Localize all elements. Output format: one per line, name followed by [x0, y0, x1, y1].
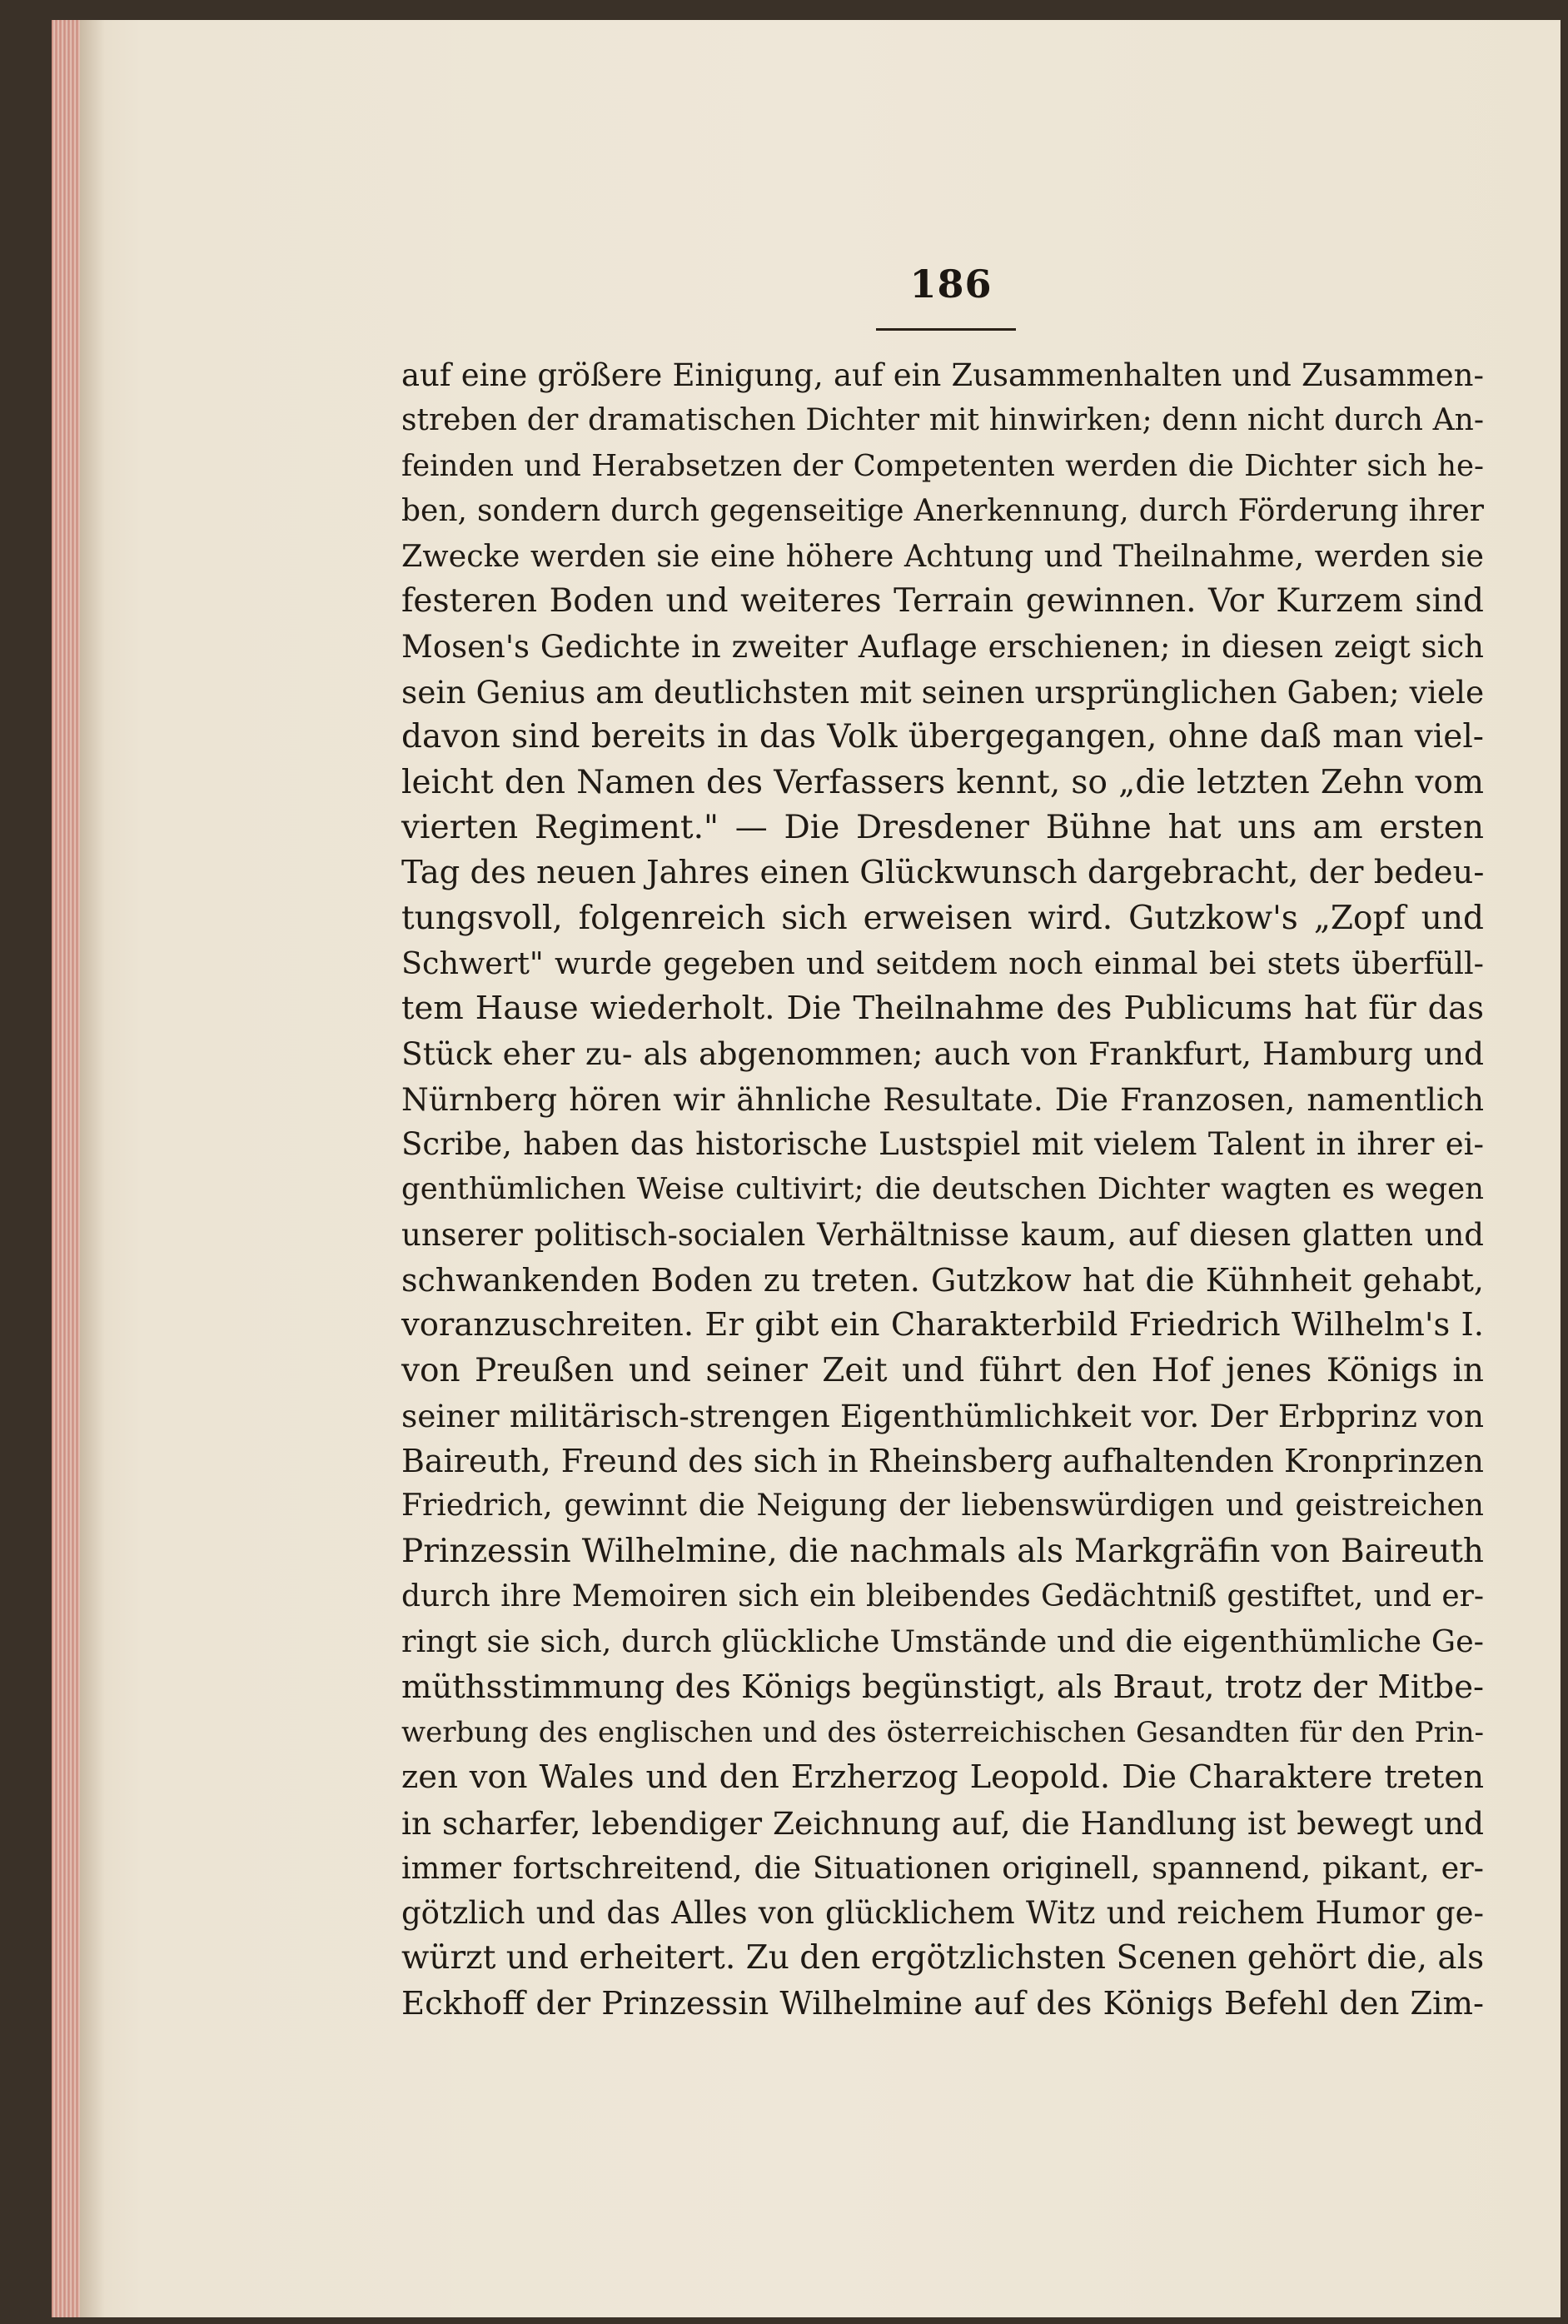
- text-line: streben der dramatischen Dichter mit hinwirken; denn nicht durch An-: [401, 403, 1484, 438]
- text-line: festeren Boden und weiteres Terrain gewinnen. Vor Kurzem sind: [401, 582, 1484, 621]
- text-line: Prinzessin Wilhelmine, die nachmals als Markgräfin von Baireuth: [401, 1532, 1484, 1570]
- text-line: Schwert" wurde gegeben und seitdem noch einmal bei stets überfüll-: [401, 945, 1484, 981]
- text-line: ben, sondern durch gegenseitige Anerkennung, durch Förderung ihrer: [401, 493, 1484, 528]
- text-line: in scharfer, lebendiger Zeichnung auf, die Handlung ist bewegt und: [401, 1804, 1484, 1842]
- text-line: von Preußen und seiner Zeit und führt den Hof jenes Königs in: [401, 1351, 1484, 1389]
- text-line: unserer politisch-socialen Verhältnisse kaum, auf diesen glatten und: [401, 1216, 1484, 1253]
- page-edge-stack: [52, 20, 80, 2317]
- text-line: seiner militärisch-strengen Eigenthümlichkeit vor. Der Erbprinz von: [401, 1397, 1484, 1434]
- text-line: müthsstimmung des Königs begünstigt, als Braut, trotz der Mitbe-: [401, 1668, 1484, 1706]
- page-number-rule: [876, 328, 1016, 331]
- text-line: feinden und Herabsetzen der Competenten werden die Dichter sich he-: [401, 448, 1484, 483]
- text-line: Zwecke werden sie eine höhere Achtung und Theilnahme, werden sie: [401, 538, 1484, 575]
- text-line: zen von Wales und den Erzherzog Leopold. Die Charaktere treten: [401, 1758, 1484, 1797]
- text-line: tungsvoll, folgenreich sich erweisen wird. Gutzkow's „Zopf und: [401, 899, 1484, 937]
- text-line: Nürnberg hören wir ähnliche Resultate. Die Franzosen, namentlich: [401, 1080, 1484, 1118]
- text-line: würzt und erheitert. Zu den ergötzlichsten Scenen gehört die, als: [401, 1939, 1485, 1977]
- text-line: werbung des englischen und des österreichischen Gesandten für den Prin-: [401, 1715, 1484, 1749]
- text-line: voranzuschreiten. Er gibt ein Charakterbild Friedrich Wilhelm's I.: [401, 1306, 1484, 1344]
- text-line: Scribe, haben das historische Lustspiel mit vielem Talent in ihrer ei-: [401, 1126, 1484, 1163]
- book-page: [52, 20, 1561, 2317]
- text-line: götzlich und das Alles von glücklichem Witz und reichem Humor ge-: [401, 1895, 1484, 1932]
- text-line: Stück eher zu- als abgenommen; auch von Frankfurt, Hamburg und: [401, 1035, 1484, 1073]
- text-line: genthümlichen Weise cultivirt; die deutschen Dichter wagten es wegen: [401, 1172, 1484, 1207]
- text-line: ringt sie sich, durch glückliche Umstände und die eigenthümliche Ge-: [401, 1623, 1484, 1660]
- text-line: auf eine größere Einigung, auf ein Zusammenhalten und Zusammen-: [401, 357, 1484, 393]
- text-line: Baireuth, Freund des sich in Rheinsberg aufhaltenden Kronprinzen: [401, 1443, 1484, 1480]
- page-number: 186: [909, 262, 993, 307]
- text-line: schwankenden Boden zu treten. Gutzkow hat die Kühnheit gehabt,: [401, 1261, 1484, 1299]
- text-line: Eckhoff der Prinzessin Wilhelmine auf des Königs Befehl den Zim-: [401, 1984, 1484, 2022]
- text-line: Mosen's Gedichte in zweiter Auflage erschienen; in diesen zeigt sich: [401, 628, 1484, 665]
- text-line: durch ihre Memoiren sich ein bleibendes Gedächtniß gestiftet, und er-: [401, 1579, 1484, 1614]
- text-line: tem Hause wiederholt. Die Theilnahme des Publicums hat für das: [401, 990, 1484, 1028]
- text-line: Tag des neuen Jahres einen Glückwunsch dargebracht, der bedeu-: [401, 854, 1485, 892]
- text-line: davon sind bereits in das Volk übergegangen, ohne daß man viel-: [401, 718, 1484, 756]
- text-line: sein Genius am deutlichsten mit seinen ursprünglichen Gaben; viele: [401, 674, 1485, 711]
- text-line: Friedrich, gewinnt die Neigung der liebenswürdigen und geistreichen: [401, 1489, 1484, 1524]
- gutter-shadow: [80, 20, 105, 2317]
- text-line: leicht den Namen des Verfassers kennt, so „die letzten Zehn vom: [401, 763, 1484, 801]
- text-line: immer fortschreitend, die Situationen originell, spannend, pikant, er-: [401, 1849, 1484, 1886]
- text-line: vierten Regiment." — Die Dresdener Bühne hat uns am ersten: [401, 808, 1484, 846]
- body-text: [401, 353, 1484, 2027]
